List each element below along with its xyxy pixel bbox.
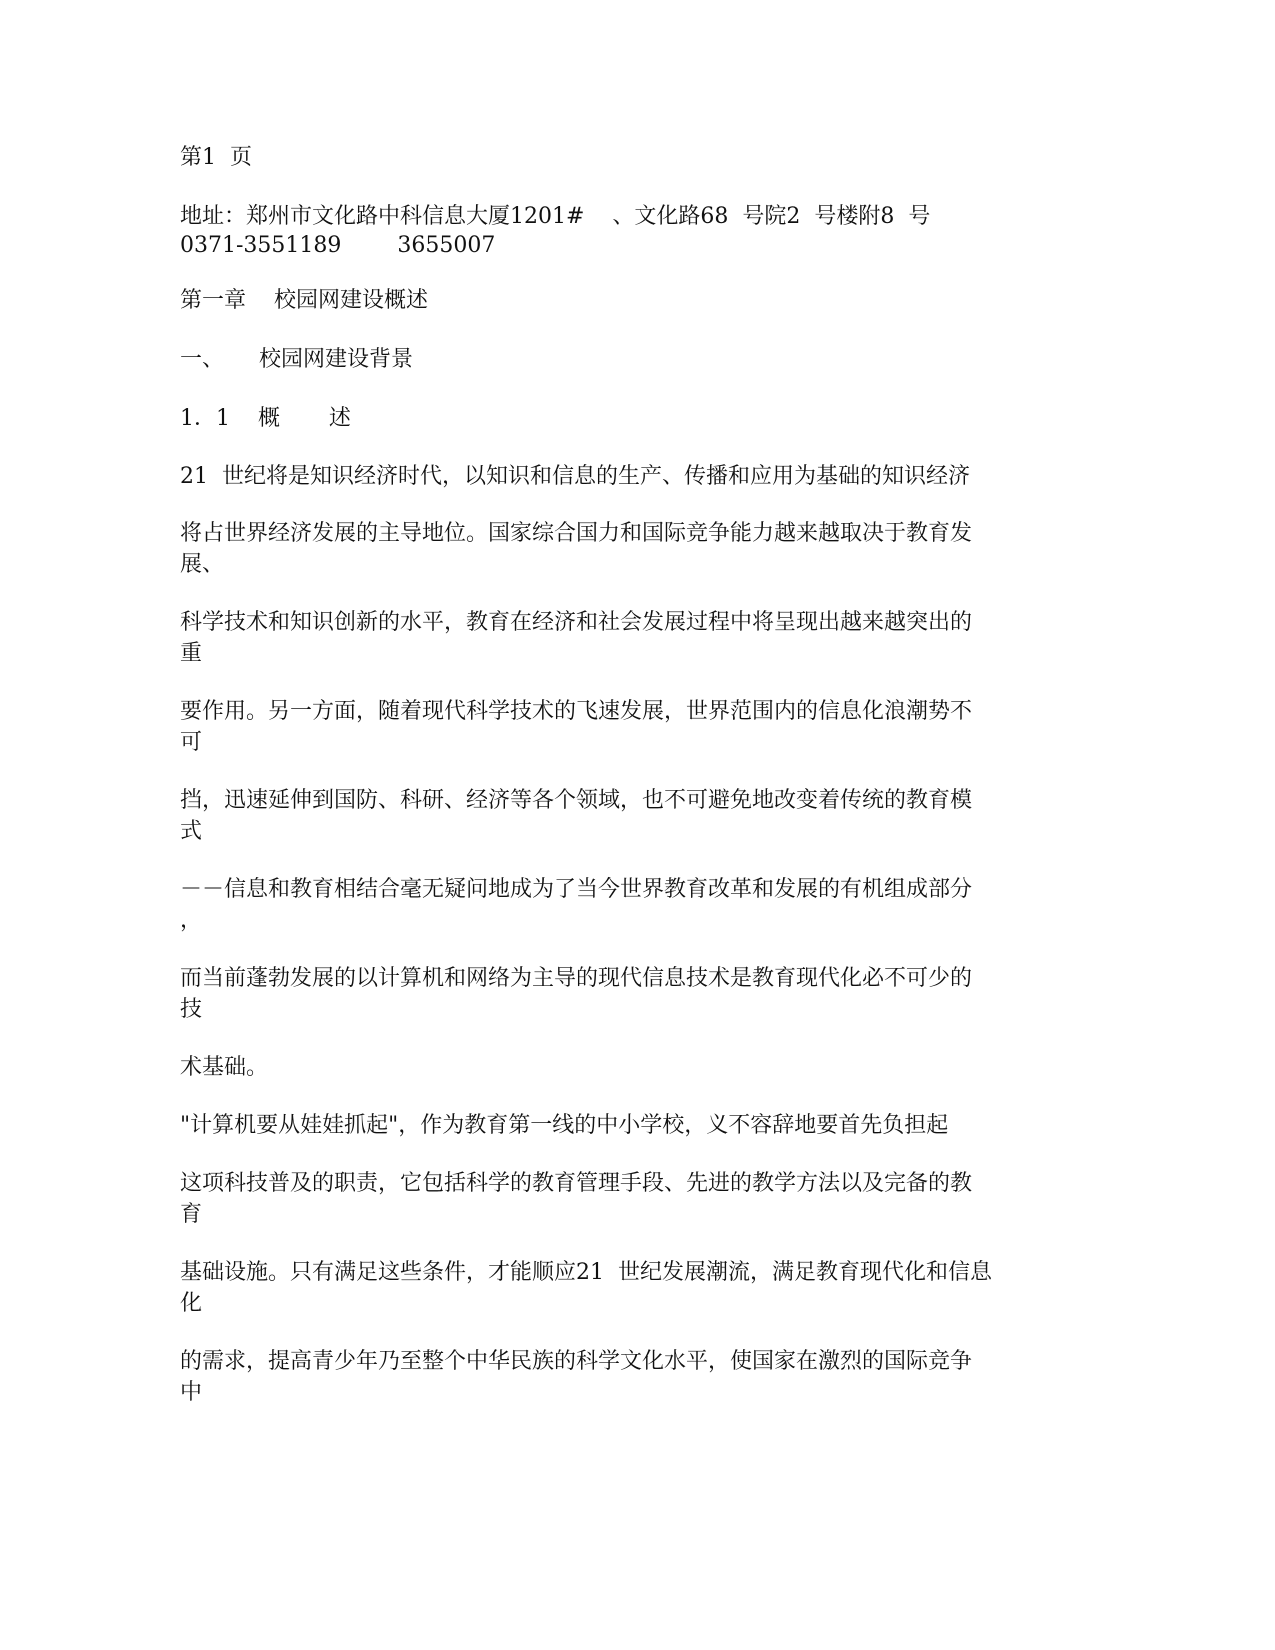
- body-line-wrap: ，: [180, 908, 203, 933]
- body-line: 将占世界经济发展的主导地位。国家综合国力和国际竞争能力越来越取决于教育发: [180, 521, 973, 546]
- body-line-wrap: 技: [180, 997, 203, 1022]
- body-line: －－信息和教育相结合毫无疑问地成为了当今世界教育改革和发展的有机组成部分: [180, 877, 973, 902]
- body-line: 术基础。: [180, 1055, 269, 1080]
- address-line: 地址：郑州市文化路中科信息大厦1201# 、文化路68 号院2 号楼附8 号: [180, 204, 931, 229]
- body-line-wrap: 重: [180, 641, 203, 666]
- section-title: 一、 校园网建设背景: [180, 347, 413, 372]
- body-line-wrap: 展、: [180, 552, 225, 577]
- body-line-wrap: 可: [180, 730, 203, 755]
- body-line: 要作用。另一方面，随着现代科学技术的飞速发展，世界范围内的信息化浪潮势不: [180, 699, 973, 724]
- body-line: 科学技术和知识创新的水平，教育在经济和社会发展过程中将呈现出越来越突出的: [180, 610, 973, 635]
- body-line: 这项科技普及的职责，它包括科学的教育管理手段、先进的教学方法以及完备的教: [180, 1171, 973, 1196]
- body-line-wrap: 式: [180, 819, 203, 844]
- body-line-wrap: 育: [180, 1202, 203, 1227]
- chapter-title: 第一章 校园网建设概述: [180, 288, 428, 313]
- body-line: 基础设施。只有满足这些条件，才能顺应21 世纪发展潮流，满足教育现代化和信息: [180, 1260, 992, 1285]
- body-line: 而当前蓬勃发展的以计算机和网络为主导的现代信息技术是教育现代化必不可少的: [180, 966, 973, 991]
- page-label: 第1 页: [180, 145, 252, 170]
- phone-line: 0371-3551189 3655007: [180, 233, 496, 258]
- body-line: 21 世纪将是知识经济时代，以知识和信息的生产、传播和应用为基础的知识经济: [180, 464, 970, 489]
- body-line: 挡，迅速延伸到国防、科研、经济等各个领域，也不可避免地改变着传统的教育模: [180, 788, 973, 813]
- body-line-wrap: 化: [180, 1291, 203, 1316]
- body-line: 的需求，提高青少年乃至整个中华民族的科学文化水平，使国家在激烈的国际竞争: [180, 1349, 973, 1374]
- body-line: "计算机要从娃娃抓起"，作为教育第一线的中小学校，义不容辞地要首先负担起: [180, 1113, 949, 1138]
- body-line-wrap: 中: [180, 1380, 203, 1405]
- subsection-title: 1．1 概 述: [180, 406, 351, 431]
